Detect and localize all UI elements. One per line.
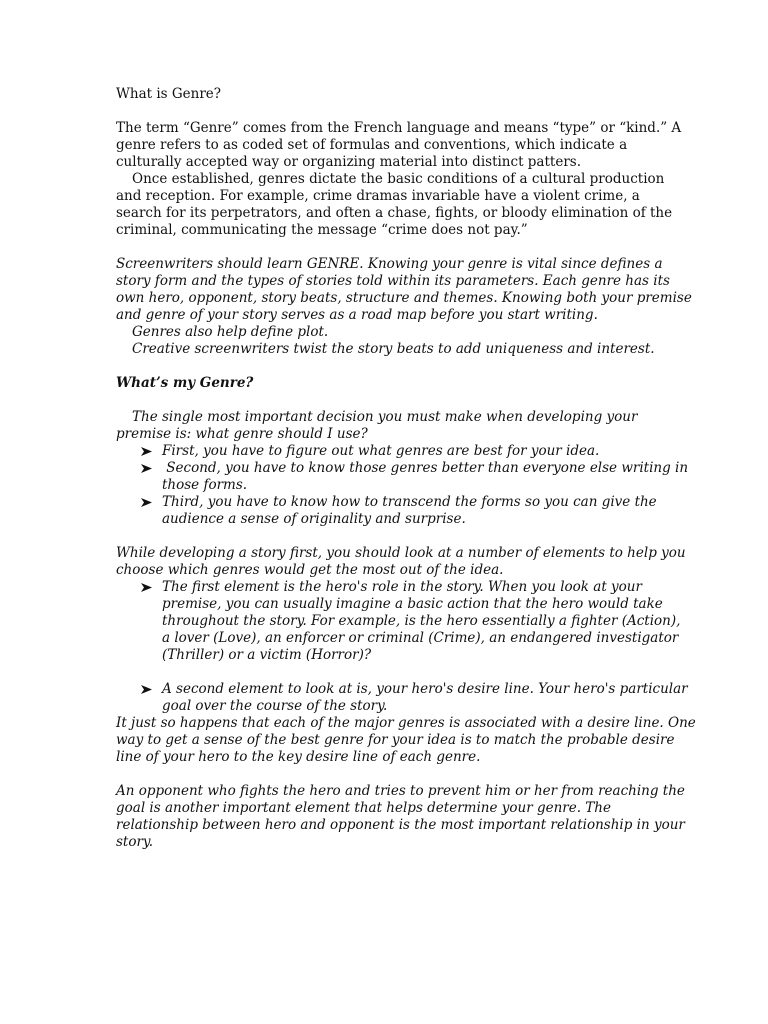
bullet-line: those forms. bbox=[162, 477, 248, 493]
bullet-item bbox=[116, 494, 657, 528]
bullet-line: (Thriller) or a victim (Horror)? bbox=[162, 647, 372, 663]
bullet-line: First, you have to figure out what genres are best for your idea. bbox=[162, 443, 600, 459]
desire-line: It just so happens that each of the major genres is associated with a desire line. One bbox=[116, 715, 696, 731]
spacer bbox=[116, 766, 652, 783]
screenwriters-indented-line: Creative screenwriters twist the story beats to add uniqueness and interest. bbox=[132, 341, 655, 357]
bullet-line: a lover (Love), an enforcer or criminal (Crime), an endangered investigator bbox=[162, 630, 679, 646]
bullet-line: Second, you have to know those genres better than everyone else writing in bbox=[162, 460, 689, 476]
bullet-item bbox=[116, 443, 652, 460]
spacer bbox=[116, 358, 652, 375]
intro-line: The term “Genre” comes from the French language and means “type” or “kind.” A bbox=[116, 120, 682, 136]
arrowhead-bullet-icon bbox=[140, 582, 153, 593]
bullet-item bbox=[116, 681, 688, 715]
spacer bbox=[116, 392, 652, 409]
intro-paragraph bbox=[116, 120, 682, 171]
bullet-line: goal over the course of the story. bbox=[162, 698, 388, 714]
bullet-item bbox=[116, 579, 681, 664]
arrowhead-bullet-icon bbox=[140, 497, 153, 508]
elements-section bbox=[116, 545, 696, 766]
opponent-line: story. bbox=[116, 834, 154, 850]
bullet-line: The first element is the hero's role in the story. When you look at your bbox=[162, 579, 642, 595]
section-heading: What’s my Genre? bbox=[116, 375, 254, 391]
bullet-item bbox=[116, 460, 689, 494]
desire-line: line of your hero to the key desire line of each genre. bbox=[116, 749, 481, 765]
arrowhead-bullet-icon bbox=[140, 684, 153, 695]
screenwriters-paragraph bbox=[116, 256, 692, 358]
genre-decision-section bbox=[116, 409, 689, 528]
document-page bbox=[116, 86, 696, 851]
spacer bbox=[116, 103, 652, 120]
opponent-line: An opponent who fights the hero and tries to prevent him or her from reaching the bbox=[116, 783, 685, 799]
established-paragraph bbox=[116, 171, 673, 239]
bullet-line: Third, you have to know how to transcend the forms so you can give the bbox=[162, 494, 657, 510]
opponent-line: relationship between hero and opponent is the most important relationship in your bbox=[116, 817, 685, 833]
screenwriters-line: story form and the types of stories told within its parameters. Each genre has its bbox=[116, 273, 670, 289]
arrowhead-bullet-icon bbox=[140, 463, 153, 474]
bullet-line: audience a sense of originality and surprise. bbox=[162, 511, 466, 527]
elements-line: While developing a story first, you should look at a number of elements to help you bbox=[116, 545, 686, 561]
genre-decision-line: The single most important decision you must make when developing your bbox=[132, 409, 638, 425]
spacer bbox=[116, 664, 652, 681]
doc-title: What is Genre? bbox=[116, 86, 222, 102]
screenwriters-line: own hero, opponent, story beats, structure and themes. Knowing both your premise bbox=[116, 290, 692, 306]
spacer bbox=[116, 528, 652, 545]
screenwriters-indented-line: Genres also help define plot. bbox=[132, 324, 329, 340]
intro-line: genre refers to as coded set of formulas and conventions, which indicate a bbox=[116, 137, 628, 153]
intro-line: culturally accepted way or organizing material into distinct patters. bbox=[116, 154, 581, 170]
established-line: criminal, communicating the message “crime does not pay.” bbox=[116, 222, 528, 238]
screenwriters-line: Screenwriters should learn GENRE. Knowing your genre is vital since defines a bbox=[116, 256, 663, 272]
established-line: search for its perpetrators, and often a chase, fights, or bloody elimination of the bbox=[116, 205, 673, 221]
established-line: and reception. For example, crime dramas invariable have a violent crime, a bbox=[116, 188, 640, 204]
opponent-paragraph bbox=[116, 783, 685, 851]
desire-line: way to get a sense of the best genre for your idea is to match the probable desire bbox=[116, 732, 675, 748]
opponent-line: goal is another important element that helps determine your genre. The bbox=[116, 800, 611, 816]
elements-line: choose which genres would get the most out of the idea. bbox=[116, 562, 504, 578]
bullet-line: A second element to look at is, your hero's desire line. Your hero's particular bbox=[162, 681, 688, 697]
spacer bbox=[116, 239, 652, 256]
established-line: Once established, genres dictate the basic conditions of a cultural production bbox=[132, 171, 665, 187]
bullet-line: premise, you can usually imagine a basic action that the hero would take bbox=[162, 596, 663, 612]
genre-decision-line: premise is: what genre should I use? bbox=[116, 426, 368, 442]
screenwriters-line: and genre of your story serves as a road map before you start writing. bbox=[116, 307, 598, 323]
arrowhead-bullet-icon bbox=[140, 446, 153, 457]
bullet-line: throughout the story. For example, is the hero essentially a fighter (Action), bbox=[162, 613, 681, 629]
